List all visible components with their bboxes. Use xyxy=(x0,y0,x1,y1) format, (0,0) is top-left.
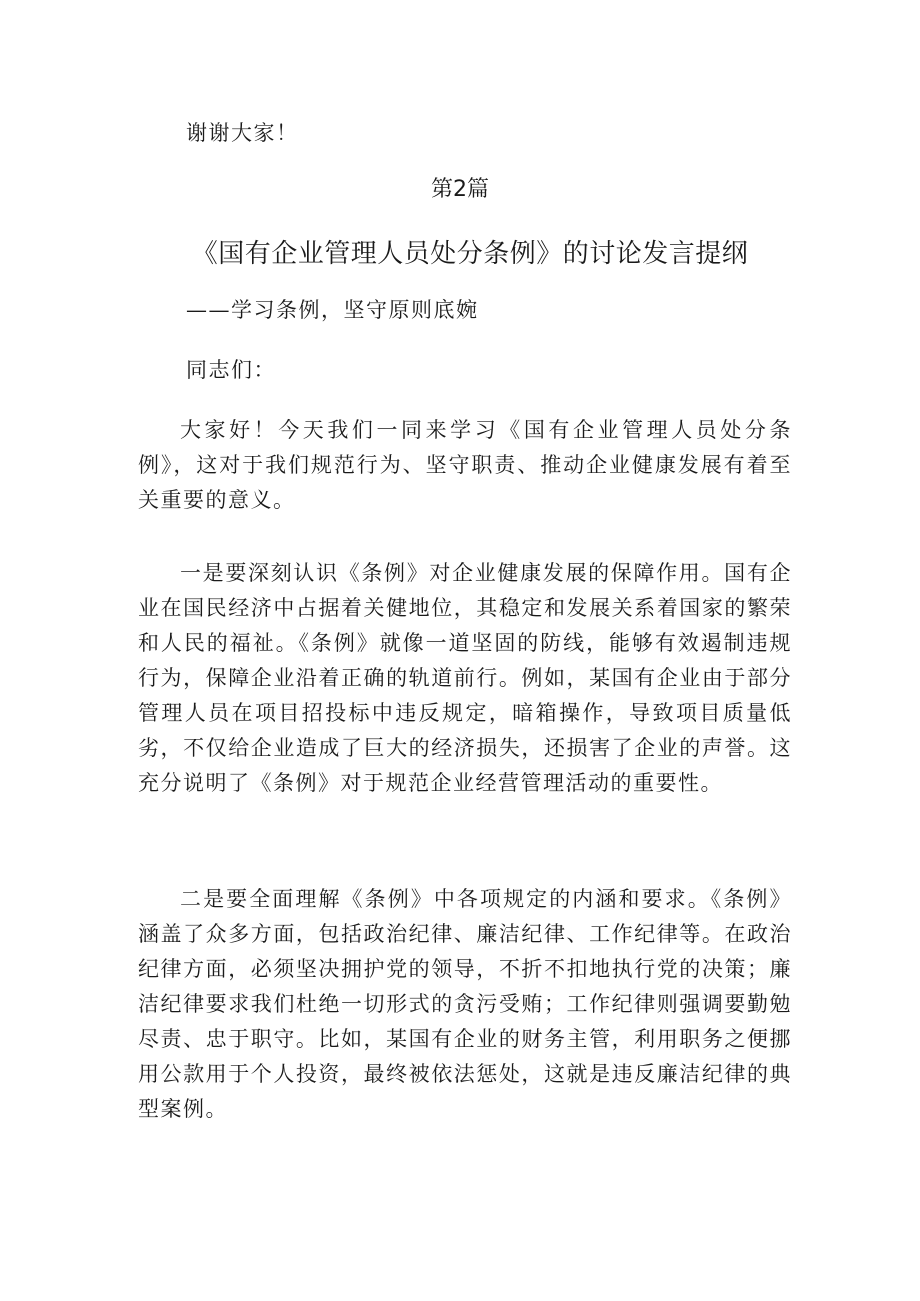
paragraph-point-two: 二是要全面理解《条例》中各项规定的内涵和要求。《条例》涵盖了众多方面，包括政治纪律、廉洁纪律、工作纪律等。在政治纪律方面，必须坚决拥护党的领导，不折不扣地执行党的决策；廉洁纪律要求我们杜绝一切形式的贪污受贿；工作纪律则强调要勤勉尽责、忠于职守。比如，某国有企业的财务主管，利用职务之便挪用公款用于个人投资，最终被依法惩处，这就是违反廉洁纪律的典型案例。 xyxy=(138,887,792,1121)
document-subtitle: ——学习条例，坚守原则底婉 xyxy=(186,298,479,322)
paragraph-intro: 大家好！今天我们一同来学习《国有企业管理人员处分条例》，这对于我们规范行为、坚守职责、推动企业健康发展有着至关重要的意义。 xyxy=(138,418,792,512)
salutation: 同志们： xyxy=(186,358,276,382)
paragraph-point-one: 一是要深刻认识《条例》对企业健康发展的保障作用。国有企业在国民经济中占据着关健地位，其稳定和发展关系着国家的繁荣和人民的福祉。《条例》就像一道坚固的防线，能够有效遏制违规行为，保障企业沿着正确的轨道前行。例如，某国有企业由于部分管理人员在项目招投标中违反规定，暗箱操作，导致项目质量低劣，不仅给企业造成了巨大的经济损失，还损害了企业的声誉。这充分说明了《条例》对于规范企业经营管理活动的重要性。 xyxy=(138,561,792,795)
document-title: 《国有企业管理人员处分条例》的讨论发言提纲 xyxy=(191,239,749,269)
closing-remark: 谢谢大家！ xyxy=(186,121,299,145)
chapter-heading: 第2篇 xyxy=(431,177,489,202)
